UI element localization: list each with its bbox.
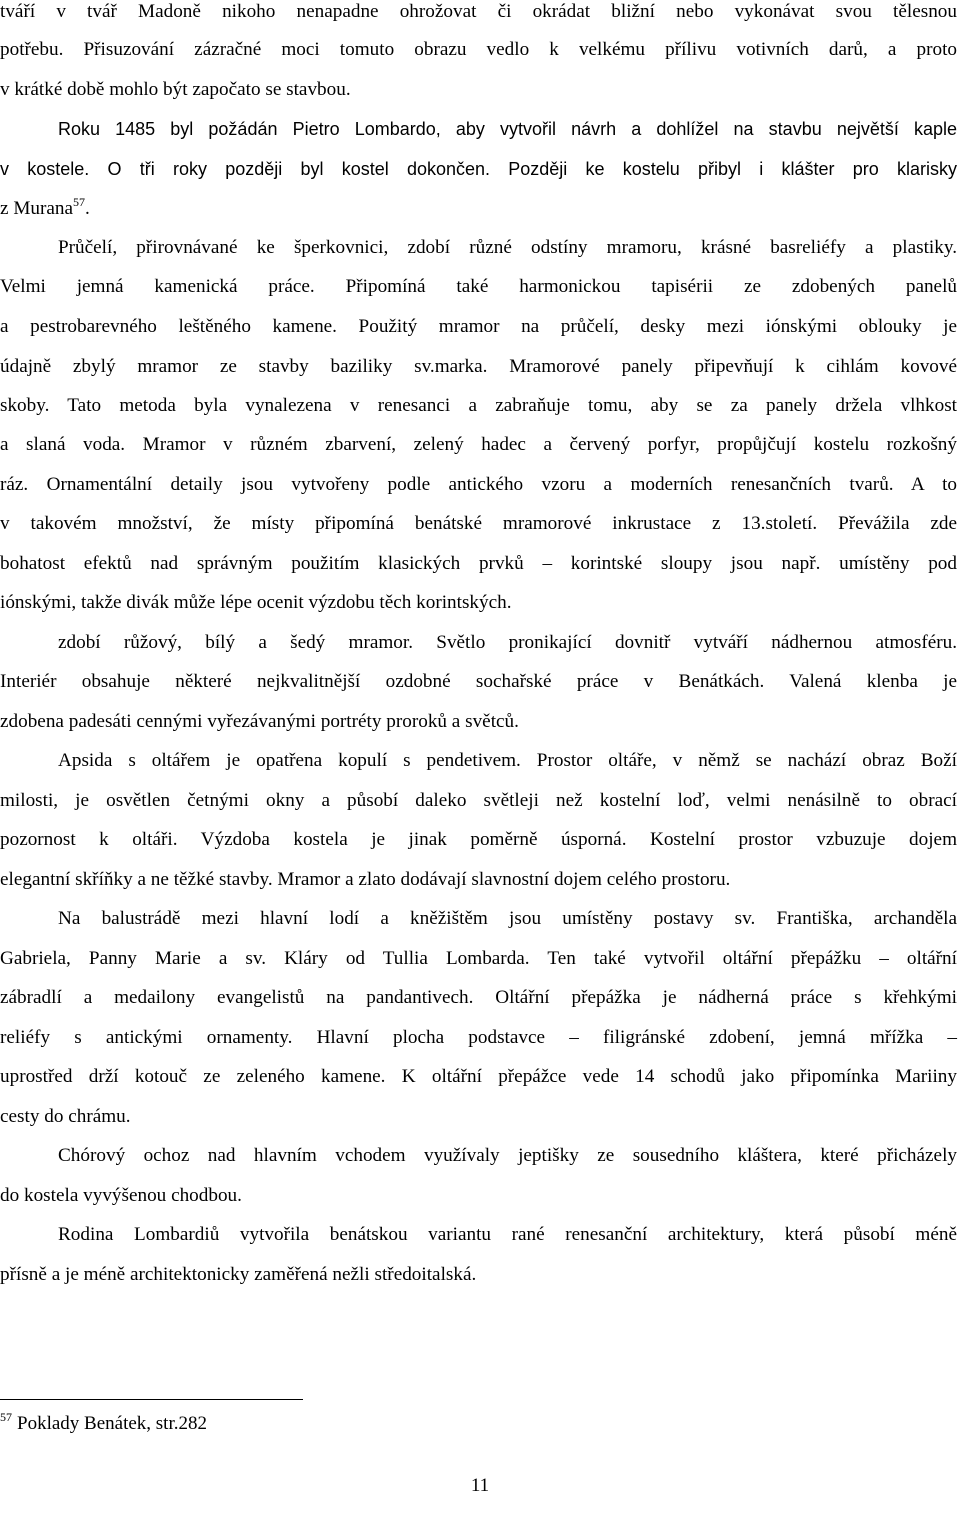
- text-line: Na balustrádě mezi hlavní lodí a kněžištěm jsou umístěny postavy sv. Františka, archanděla: [58, 908, 957, 929]
- text-line: Průčelí, přirovnávané ke šperkovnici, zdobí různé odstíny mramoru, krásné basreliéfy a plastiky.: [58, 237, 957, 258]
- text-line: Roku 1485 byl požádán Pietro Lombardo, aby vytvořil návrh a dohlížel na stavbu největší kaple: [58, 119, 957, 139]
- footnote: [0, 1412, 207, 1437]
- text-fragment: .: [84, 198, 90, 219]
- text-line: tváří v tvář Madoně nikoho nenapadne ohrožovat či okrádat bližní nebo vykonávat svou tělesnou: [0, 1, 957, 22]
- text-fragment: z Murana: [0, 198, 73, 219]
- text-line: zábradlí a medailony evangelistů na pandantivech. Oltářní přepážka je nádherná práce s křehkými: [0, 987, 957, 1008]
- text-line: zdobena padesáti cennými vyřezávanými portréty proroků a světců.: [0, 711, 519, 732]
- text-line: zdobí růžový, bílý a šedý mramor. Světlo pronikající dovnitř vytváří nádhernou atmosféru.: [58, 632, 957, 653]
- text-line: údajně zbylý mramor ze stavby baziliky sv.marka. Mramorové panely připevňují k cihlám kovové: [0, 356, 957, 377]
- text-line: milosti, je osvětlen četnými okny a působí daleko světleji než kostelní loď, velmi nenásilně to obrací: [0, 790, 957, 811]
- text-line: Apsida s oltářem je opatřena kopulí s pendetivem. Prostor oltáře, v němž se nachází obraz Boží: [58, 750, 957, 771]
- text-line: Rodina Lombardiů vytvořila benátskou variantu rané renesanční architektury, která působí méně: [58, 1224, 957, 1245]
- text-line: ráz. Ornamentální detaily jsou vytvořeny podle antického vzoru a moderních renesančních tvarů. A to: [0, 474, 957, 495]
- text-line: Interiér obsahuje některé nejkvalitnější ozdobné sochařské práce v Benátkách. Valená klenba je: [0, 671, 957, 692]
- text-line: v krátké době mohlo být započato se stavbou.: [0, 79, 351, 100]
- text-line: v kostele. O tři roky později byl kostel dokončen. Později ke kostelu přibyl i klášter pro klarisky: [0, 159, 957, 179]
- text-line: Chórový ochoz nad hlavním vchodem využívaly jeptišky ze sousedního kláštera, které přicházely: [58, 1145, 957, 1166]
- page-number: 11: [470, 1475, 490, 1496]
- text-line-with-footnote-ref: [0, 197, 957, 222]
- text-line: iónskými, takže divák může lépe ocenit výzdobu těch korintských.: [0, 592, 512, 613]
- text-line: reliéfy s antickými ornamenty. Hlavní plocha podstavce – filigránské zdobení, jemná mřížka –: [0, 1027, 957, 1048]
- text-line: bohatost efektů nad správným použitím klasických prvků – korintské sloupy jsou např. umístěny pod: [0, 553, 957, 574]
- text-line: do kostela vyvýšenou chodbou.: [0, 1185, 242, 1206]
- text-line: a pestrobarevného leštěného kamene. Použitý mramor na průčelí, desky mezi iónskými oblouky je: [0, 316, 957, 337]
- text-line: v takovém množství, že místy připomíná benátské mramorové inkrustace z 13.století. Převážila zde: [0, 513, 957, 534]
- text-line: Velmi jemná kamenická práce. Připomíná také harmonickou tapisérii ze zdobených panelů: [0, 276, 957, 297]
- text-line: uprostřed drží kotouč ze zeleného kamene. K oltářní přepážce vede 14 schodů jako připomínka Mariiny: [0, 1066, 957, 1087]
- text-line: a slaná voda. Mramor v různém zbarvení, zelený hadec a červený porfyr, propůjčují kostelu rozkošný: [0, 434, 957, 455]
- text-line: skoby. Tato metoda byla vynalezena v renesanci a zabraňuje tomu, aby se za panely držela vlhkost: [0, 395, 957, 416]
- footnote-number: 57: [0, 1410, 12, 1424]
- footnote-separator: [0, 1399, 303, 1400]
- footnote-reference: 57: [72, 195, 85, 209]
- text-line: pozornost k oltáři. Výzdoba kostela je jinak poměrně úsporná. Kostelní prostor vzbuzuje dojem: [0, 829, 957, 850]
- text-line: potřebu. Přisuzování zázračné moci tomuto obrazu vedlo k velkému přílivu votivních darů, a proto: [0, 39, 957, 60]
- text-line: elegantní skříňky a ne těžké stavby. Mramor a zlato dodávají slavnostní dojem celého prostoru.: [0, 869, 731, 890]
- text-line: přísně a je méně architektonicky zaměřená nežli středoitalská.: [0, 1264, 477, 1285]
- text-line: Gabriela, Panny Marie a sv. Kláry od Tullia Lombarda. Ten také vytvořil oltářní přepážku – oltářní: [0, 948, 957, 969]
- text-line: cesty do chrámu.: [0, 1106, 131, 1127]
- footnote-text: Poklady Benátek, str.282: [17, 1413, 207, 1434]
